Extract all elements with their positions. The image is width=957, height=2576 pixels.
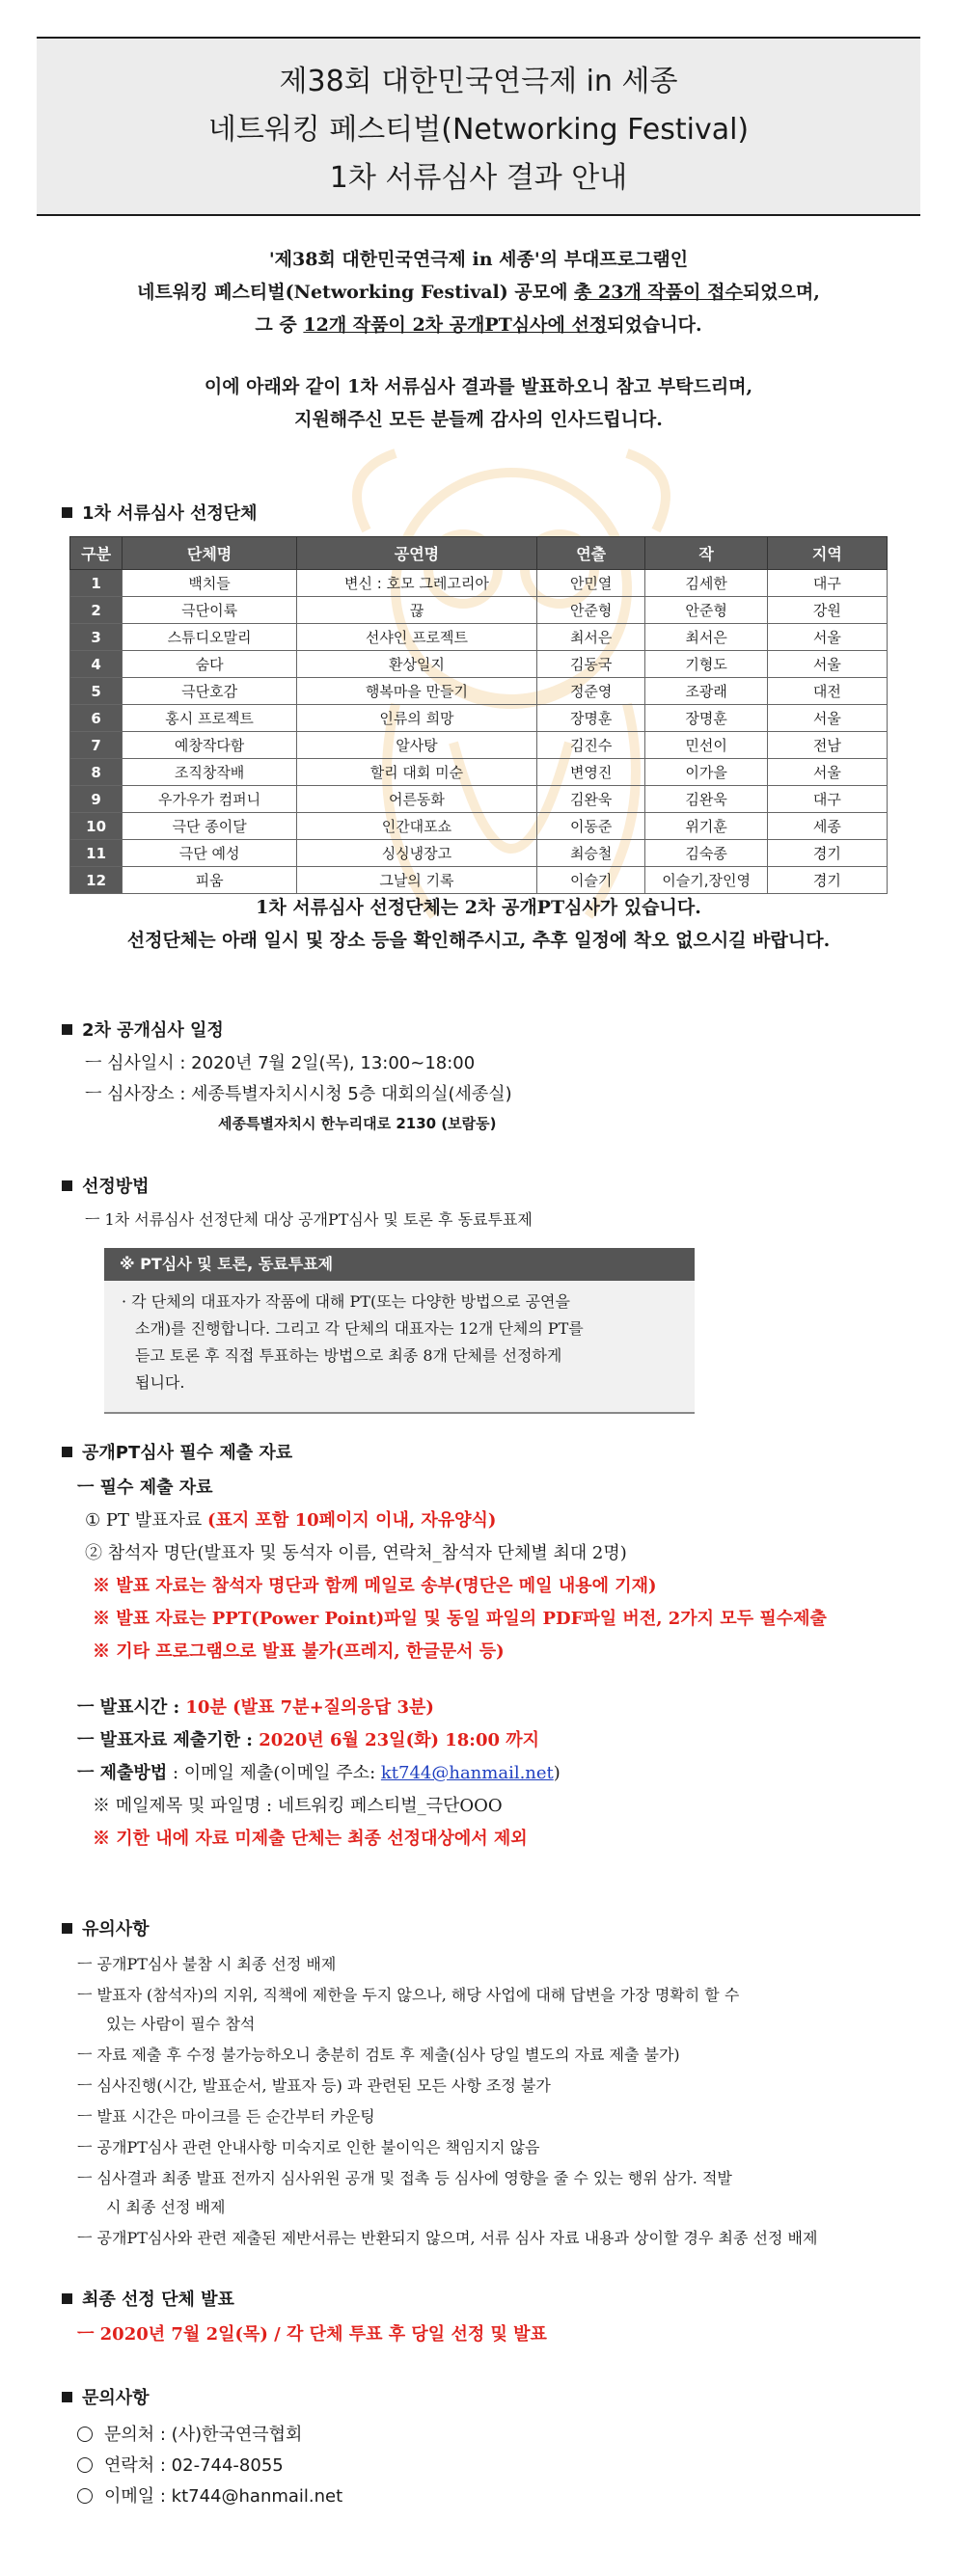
table-cell: 변영진 (536, 759, 645, 786)
table-cell: 전남 (767, 732, 887, 759)
table-row (70, 732, 888, 759)
table-cell: 김완욱 (645, 786, 767, 813)
table-header-cell: 지역 (767, 537, 887, 570)
table-cell: 장명훈 (536, 705, 645, 732)
intro-line4: 이에 아래와 같이 1차 서류심사 결과를 발표하오니 참고 부탁드리며, (204, 376, 753, 397)
required-docs-sub: ㅡ 필수 제출 자료 (77, 1478, 213, 1498)
notice-item: ㅡ 발표자 (참석자)의 지위, 직책에 제한을 두지 않으나, 해당 사업에 대해 답변을 가장 명확히 할 수 (77, 1986, 740, 2004)
notice-item: ㅡ 심사결과 최종 발표 전까지 심사위원 공개 및 접촉 등 심사에 영향을 줄 수 있는 행위 삼가. 적발 (77, 2169, 732, 2187)
table-cell: 최서은 (536, 624, 645, 651)
section2-title: 2차 공개심사 일정 (62, 1017, 224, 1042)
table-cell: 8 (70, 759, 123, 786)
required-item1: ① PT 발표자료 (표지 포함 10페이지 이내, 자유양식) (85, 1510, 497, 1531)
table-cell: 대구 (767, 570, 887, 597)
table-cell: 정준영 (536, 678, 645, 705)
table-cell: 경기 (767, 840, 887, 867)
table-cell: 대구 (767, 786, 887, 813)
intro-line3: 그 중 12개 작품이 2차 공개PT심사에 선정되었습니다. (255, 314, 702, 336)
header-title-line2: 네트워킹 페스티벌(Networking Festival) (207, 113, 750, 147)
section1-title: 1차 서류심사 선정단체 (62, 500, 258, 525)
table-cell: 할리 대회 미순 (296, 759, 536, 786)
table-cell: 서울 (767, 759, 887, 786)
table-row (70, 597, 888, 624)
table-cell: 3 (70, 624, 123, 651)
pt-review-box-line4: 됩니다. (135, 1373, 185, 1392)
table-cell: 선샤인 프로젝트 (296, 624, 536, 651)
table-row (70, 651, 888, 678)
table-cell: 서울 (767, 624, 887, 651)
table-cell: 강원 (767, 597, 887, 624)
schedule-date: ㅡ 심사일시 : 2020년 7월 2일(목), 13:00~18:00 (85, 1053, 476, 1073)
table-cell: 인간대포쇼 (296, 813, 536, 840)
table-cell: 이동준 (536, 813, 645, 840)
table-cell: 변신 : 호모 그레고리아 (296, 570, 536, 597)
table-cell: 4 (70, 651, 123, 678)
intro-text (0, 243, 957, 436)
table-cell: 1 (70, 570, 123, 597)
table-row (70, 624, 888, 651)
method-desc: ㅡ 1차 서류심사 선정단체 대상 공개PT심사 및 토론 후 동료투표제 (85, 1210, 533, 1229)
submission-deadline: ㅡ 발표자료 제출기한 : 2020년 6월 23일(화) 18:00 까지 (77, 1730, 540, 1750)
square-bullet-icon (62, 1923, 72, 1934)
table-cell: 기형도 (645, 651, 767, 678)
table-cell: 11 (70, 840, 123, 867)
required-note2: ※ 발표 자료는 PPT(Power Point)파일 및 동일 파일의 PDF파일 버전, 2가지 모두 필수제출 (93, 1609, 827, 1629)
table-cell: 대전 (767, 678, 887, 705)
table-cell: 환상일지 (296, 651, 536, 678)
table-cell: 김동국 (536, 651, 645, 678)
intro-line1: '제38회 대한민국연극제 in 세종'의 부대프로그램인 (268, 249, 689, 270)
table-cell: 인류의 희망 (296, 705, 536, 732)
table-cell: 장명훈 (645, 705, 767, 732)
table-cell: 스튜디오말리 (123, 624, 297, 651)
contact-email: 이메일 : kt744@hanmail.net (77, 2482, 342, 2508)
notice-item: ㅡ 자료 제출 후 수정 불가능하오니 충분히 검토 후 제출(심사 당일 별도의 자료 제출 불가) (77, 2046, 680, 2064)
square-bullet-icon (62, 507, 72, 518)
table-header-cell: 공연명 (296, 537, 536, 570)
table-row (70, 840, 888, 867)
table-row (70, 813, 888, 840)
selection-table (69, 536, 888, 894)
table-cell: 끊 (296, 597, 536, 624)
intro-line5: 지원해주신 모든 분들께 감사의 인사드립니다. (294, 409, 663, 430)
table-cell: 안민열 (536, 570, 645, 597)
table-row (70, 678, 888, 705)
table-header-cell: 작 (645, 537, 767, 570)
section3-title: 선정방법 (62, 1173, 150, 1198)
table-cell: 김진수 (536, 732, 645, 759)
section1-after-line2: 선정단체는 아래 일시 및 장소 등을 확인해주시고, 추후 일정에 착오 없으시길 바랍니다. (126, 930, 831, 951)
section1-after-text (0, 891, 957, 957)
table-header-cell: 연출 (536, 537, 645, 570)
contact-tel: 연락처 : 02-744-8055 (77, 2452, 284, 2477)
table-cell: 최서은 (645, 624, 767, 651)
table-cell: 7 (70, 732, 123, 759)
pt-review-box-line1: · 각 단체의 대표자가 작품에 대해 PT(또는 다양한 방법으로 공연을 (122, 1292, 570, 1311)
square-bullet-icon (62, 1180, 72, 1191)
section4-title: 공개PT심사 필수 제출 자료 (62, 1439, 292, 1464)
pt-review-box-title: ※ PT심사 및 토론, 동료투표제 (104, 1248, 695, 1281)
pt-review-box (104, 1248, 695, 1414)
table-cell: 우가우가 컴퍼니 (123, 786, 297, 813)
table-cell: 싱싱냉장고 (296, 840, 536, 867)
pt-review-box-line3: 듣고 토론 후 직접 투표하는 방법으로 최종 8개 단체를 선정하게 (135, 1346, 562, 1365)
square-bullet-icon (62, 2293, 72, 2304)
table-row (70, 570, 888, 597)
notice-item: ㅡ 공개PT심사와 관련 제출된 제반서류는 반환되지 않으며, 서류 심사 자료 내용과 상이할 경우 최종 선정 배제 (77, 2229, 818, 2247)
notice-item: ㅡ 공개PT심사 불참 시 최종 선정 배제 (77, 1955, 337, 1973)
square-bullet-icon (62, 1447, 72, 1457)
final-announcement: ㅡ 2020년 7월 2일(목) / 각 단체 투표 후 당일 선정 및 발표 (77, 2324, 547, 2345)
table-row (70, 759, 888, 786)
table-header-cell: 구분 (70, 537, 123, 570)
email-link[interactable]: kt744@hanmail.net (380, 1763, 554, 1783)
table-cell: 숨다 (123, 651, 297, 678)
table-cell: 극단 예성 (123, 840, 297, 867)
table-cell: 피움 (123, 867, 297, 894)
table-cell: 세종 (767, 813, 887, 840)
table-cell: 경기 (767, 867, 887, 894)
table-cell: 김숙종 (645, 840, 767, 867)
header-title-line1: 제38회 대한민국연극제 in 세종 (279, 65, 678, 98)
section5-title: 유의사항 (62, 1915, 150, 1940)
table-cell: 예창작다함 (123, 732, 297, 759)
page-header (37, 37, 920, 216)
schedule-place: ㅡ 심사장소 : 세종특별자치시시청 5층 대회의실(세종실) (85, 1084, 512, 1104)
schedule-address: 세종특별자치시 한누리대로 2130 (보람동) (218, 1115, 497, 1132)
required-note3: ※ 기타 프로그램으로 발표 불가(프레지, 한글문서 등) (93, 1641, 505, 1662)
submission-method: ㅡ 제출방법 : 이메일 제출(이메일 주소: kt744@hanmail.net) (77, 1763, 561, 1783)
table-cell: 알사탕 (296, 732, 536, 759)
table-cell: 김세한 (645, 570, 767, 597)
required-item2: ② 참석자 명단(발표자 및 동석자 이름, 연락처_참석자 단체별 최대 2명) (85, 1543, 627, 1563)
table-cell: 12 (70, 867, 123, 894)
notice-item: ㅡ 심사진행(시간, 발표순서, 발표자 등) 과 관련된 모든 사항 조정 불가 (77, 2076, 551, 2095)
table-cell: 홍시 프로젝트 (123, 705, 297, 732)
pt-review-box-line2: 소개)를 진행합니다. 그리고 각 단체의 대표자는 12개 단체의 PT를 (135, 1319, 584, 1338)
notice-item: 있는 사람이 필수 참석 (106, 2015, 256, 2033)
circle-bullet-icon (77, 2488, 93, 2504)
table-cell: 서울 (767, 651, 887, 678)
table-body (70, 570, 888, 894)
table-cell: 5 (70, 678, 123, 705)
table-cell: 극단이륙 (123, 597, 297, 624)
table-cell: 조광래 (645, 678, 767, 705)
table-row (70, 867, 888, 894)
section1-after-line1: 1차 서류심사 선정단체는 2차 공개PT심사가 있습니다. (256, 897, 701, 918)
table-row (70, 705, 888, 732)
section7-title: 문의사항 (62, 2384, 150, 2409)
table-cell: 김완욱 (536, 786, 645, 813)
table-cell: 6 (70, 705, 123, 732)
circle-bullet-icon (77, 2427, 93, 2442)
contact-org: 문의처 : (사)한국연극협회 (77, 2421, 302, 2446)
table-cell: 조직창작배 (123, 759, 297, 786)
table-row (70, 786, 888, 813)
table-cell: 안준형 (536, 597, 645, 624)
table-cell: 이가을 (645, 759, 767, 786)
exclusion-note: ※ 기한 내에 자료 미제출 단체는 최종 선정대상에서 제외 (93, 1829, 528, 1849)
section6-title: 최종 선정 단체 발표 (62, 2286, 234, 2311)
notice-item: ㅡ 발표 시간은 마이크를 든 순간부터 카운팅 (77, 2107, 375, 2126)
table-cell: 백치들 (123, 570, 297, 597)
presentation-time: ㅡ 발표시간 : 10분 (발표 7분+질의응답 3분) (77, 1697, 434, 1718)
table-cell: 안준형 (645, 597, 767, 624)
square-bullet-icon (62, 2392, 72, 2402)
intro-line2: 네트워킹 페스티벌(Networking Festival) 공모에 총 23개 작품이 접수되었으며, (137, 282, 820, 303)
table-cell: 극단 종이달 (123, 813, 297, 840)
table-cell: 2 (70, 597, 123, 624)
table-cell: 이슬기 (536, 867, 645, 894)
table-header-row (70, 537, 888, 570)
table-cell: 행복마을 만들기 (296, 678, 536, 705)
table-cell: 어른동화 (296, 786, 536, 813)
table-cell: 위기훈 (645, 813, 767, 840)
circle-bullet-icon (77, 2457, 93, 2473)
required-note1: ※ 발표 자료는 참석자 명단과 함께 메일로 송부(명단은 메일 내용에 기재) (93, 1576, 657, 1596)
table-cell: 9 (70, 786, 123, 813)
table-header-cell: 단체명 (123, 537, 297, 570)
notice-item: ㅡ 공개PT심사 관련 안내사항 미숙지로 인한 불이익은 책임지지 않음 (77, 2138, 540, 2156)
mail-subject-note: ※ 메일제목 및 파일명 : 네트워킹 페스티벌_극단OOO (93, 1796, 503, 1816)
table-cell: 민선이 (645, 732, 767, 759)
table-cell: 서울 (767, 705, 887, 732)
notice-item: 시 최종 선정 배제 (106, 2198, 226, 2216)
table-cell: 그날의 기록 (296, 867, 536, 894)
square-bullet-icon (62, 1024, 72, 1035)
table-cell: 10 (70, 813, 123, 840)
header-title-line3: 1차 서류심사 결과 안내 (329, 161, 628, 195)
table-cell: 극단호감 (123, 678, 297, 705)
table-cell: 이슬기,장인영 (645, 867, 767, 894)
table-cell: 최승철 (536, 840, 645, 867)
